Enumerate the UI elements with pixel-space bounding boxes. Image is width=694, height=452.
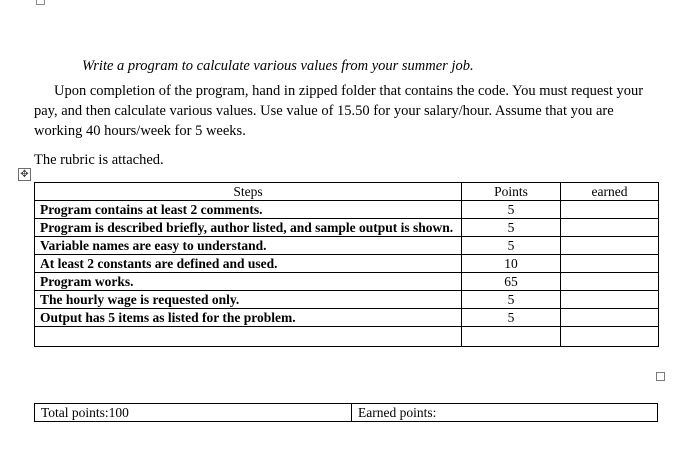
rubric-header-row <box>35 183 659 201</box>
rubric-earned-cell[interactable] <box>561 201 659 219</box>
totals-table <box>34 403 658 422</box>
empty-step-cell[interactable] <box>35 327 462 347</box>
empty-earned-cell[interactable] <box>561 327 659 347</box>
total-points-cell: Total points:100 <box>35 404 352 422</box>
rubric-points: 5 <box>462 201 561 219</box>
rubric-points: 65 <box>462 273 561 291</box>
rubric-step: At least 2 constants are defined and used. <box>35 255 462 273</box>
totals-row <box>35 404 658 422</box>
header-steps: Steps <box>35 183 462 201</box>
rubric-empty-row <box>35 327 659 347</box>
rubric-points: 5 <box>462 291 561 309</box>
rubric-step: Program is described briefly, author listed, and sample output is shown. <box>35 219 462 237</box>
rubric-earned-cell[interactable] <box>561 291 659 309</box>
table-resize-handle[interactable] <box>656 372 665 381</box>
rubric-row <box>35 273 659 291</box>
header-points: Points <box>462 183 561 201</box>
rubric-points: 10 <box>462 255 561 273</box>
rubric-step: Program works. <box>35 273 462 291</box>
rubric-step: The hourly wage is requested only. <box>35 291 462 309</box>
rubric-earned-cell[interactable] <box>561 255 659 273</box>
rubric-row <box>35 291 659 309</box>
assignment-title: Write a program to calculate various values from your summer job. <box>82 58 474 74</box>
rubric-step: Program contains at least 2 comments. <box>35 201 462 219</box>
page-corner-marker <box>36 0 45 5</box>
rubric-row <box>35 237 659 255</box>
rubric-row <box>35 255 659 273</box>
rubric-step: Output has 5 items as listed for the problem. <box>35 309 462 327</box>
rubric-table <box>34 182 659 347</box>
empty-points-cell[interactable] <box>462 327 561 347</box>
rubric-row <box>35 201 659 219</box>
rubric-earned-cell[interactable] <box>561 219 659 237</box>
earned-points-cell[interactable]: Earned points: <box>352 404 658 422</box>
table-move-handle-icon[interactable]: ✥ <box>18 168 31 181</box>
rubric-note: The rubric is attached. <box>34 152 164 168</box>
instructions-paragraph: Upon completion of the program, hand in zipped folder that contains the code. You must request your pay, and then calculate various values. Use value of 15.50 for your salary/hour. Assume that you are working 40 hours/week for 5 weeks. <box>34 83 644 139</box>
rubric-points: 5 <box>462 309 561 327</box>
rubric-points: 5 <box>462 237 561 255</box>
rubric-earned-cell[interactable] <box>561 309 659 327</box>
rubric-earned-cell[interactable] <box>561 237 659 255</box>
header-earned: earned <box>561 183 659 201</box>
rubric-points: 5 <box>462 219 561 237</box>
rubric-row <box>35 219 659 237</box>
rubric-earned-cell[interactable] <box>561 273 659 291</box>
rubric-row <box>35 309 659 327</box>
rubric-step: Variable names are easy to understand. <box>35 237 462 255</box>
